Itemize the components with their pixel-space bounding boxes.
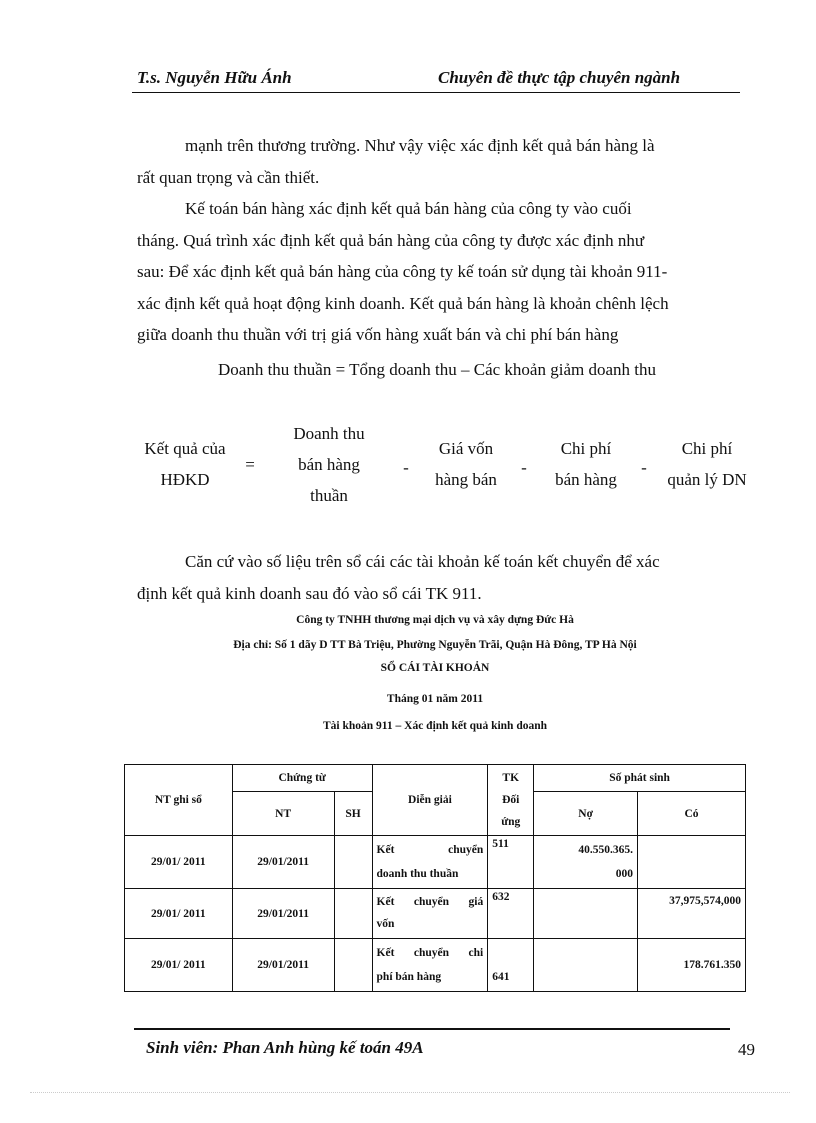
formula-term-admin-line1: Chi phí — [681, 439, 733, 458]
row-debit — [534, 939, 638, 992]
row-credit — [638, 836, 746, 889]
row-description-line1: Kết chuyển giá — [376, 896, 484, 908]
formula-minus-1: - — [403, 458, 409, 477]
row-sh — [334, 836, 372, 889]
formula-lhs-line2: HĐKD — [160, 470, 210, 489]
formula-term-cogs-line2: hàng bán — [435, 470, 497, 489]
row-account: 641 — [488, 939, 534, 992]
formula-term-cogs-line1: Giá vốn — [438, 439, 494, 458]
formula-term-revenue — [270, 418, 388, 511]
para3-line2: định kết quả kinh doanh sau đó vào sổ cái TK 911. — [137, 583, 482, 603]
para1-line1-text: mạnh trên thương trường. Như vậy việc xác định kết quả bán hàng là — [185, 136, 655, 155]
ledger-header-row-1 — [125, 765, 746, 792]
formula-term-selling — [536, 433, 636, 495]
row-sh — [334, 889, 372, 939]
row-description-line1: Kết chuyển chi — [376, 947, 484, 959]
row-debit — [534, 836, 638, 889]
row-date: 29/01/ 2011 — [125, 836, 233, 889]
para2-line2: tháng. Quá trình xác định kết quả bán hàng của công ty được xác định như — [137, 230, 645, 250]
row-debit — [534, 889, 638, 939]
row-date: 29/01/ 2011 — [125, 939, 233, 992]
ledger-title: SỔ CÁI TÀI KHOẢN — [380, 662, 490, 674]
paragraph-1 — [137, 130, 737, 193]
col-tk-line1: TK — [502, 772, 520, 784]
formula-equals: = — [245, 455, 255, 474]
para1-line2: rất quan trọng và cần thiết. — [137, 167, 320, 187]
net-revenue-formula: Doanh thu thuần = Tổng doanh thu – Các khoản giảm doanh thu — [218, 360, 656, 379]
formula-minus-2: - — [521, 458, 527, 477]
row-nt: 29/01/2011 — [232, 939, 334, 992]
row-credit: 178.761.350 — [638, 939, 746, 992]
page-bottom-dotted-rule — [30, 1092, 790, 1093]
col-chung-tu: Chứng từ — [232, 765, 372, 792]
para2-line5: giữa doanh thu thuần với trị giá vốn hàng xuất bán và chi phí bán hàng — [137, 325, 619, 344]
header-title: Chuyên đề thực tập chuyên ngành — [438, 68, 681, 87]
col-dien-giai: Diễn giải — [372, 765, 488, 836]
col-tk-line3: ứng — [501, 816, 521, 828]
col-so-phat-sinh: Số phát sinh — [534, 765, 746, 792]
row-description — [372, 889, 488, 939]
formula-term-admin-line2: quản lý DN — [667, 470, 747, 489]
formula-term-selling-line2: bán hàng — [555, 470, 617, 489]
table-row — [125, 889, 746, 939]
row-description-line2: doanh thu thuần — [376, 868, 459, 880]
para2-line1 — [137, 193, 737, 225]
formula-term-selling-line1: Chi phí — [560, 439, 612, 458]
row-description-line2: phí bán hàng — [376, 971, 442, 983]
para1-line1 — [137, 130, 737, 162]
row-account: 632 — [488, 889, 534, 939]
formula-minus-3: - — [641, 458, 647, 477]
row-nt: 29/01/2011 — [232, 836, 334, 889]
para3-line1 — [137, 546, 737, 578]
col-nt: NT — [232, 792, 334, 836]
page-number: 49 — [738, 1040, 755, 1059]
ledger-account: Tài khoản 911 – Xác định kết quả kinh doanh — [322, 720, 548, 732]
para2-line3: sau: Để xác định kết quả bán hàng của công ty kế toán sử dụng tài khoản 911- — [137, 262, 668, 281]
formula-term-revenue-line3: thuần — [310, 486, 348, 505]
col-tk-doi-ung — [488, 765, 534, 836]
row-description-line1: Kết chuyển — [376, 844, 484, 856]
row-date: 29/01/ 2011 — [125, 889, 233, 939]
para3-line1-text: Căn cứ vào số liệu trên sổ cái các tài khoản kế toán kết chuyển để xác — [185, 552, 660, 571]
ledger-period: Tháng 01 năm 2011 — [386, 693, 484, 705]
col-nt-ghi-so: NT ghi sổ — [125, 765, 233, 836]
row-nt: 29/01/2011 — [232, 889, 334, 939]
header-author: T.s. Nguyễn Hữu Ánh — [137, 68, 292, 87]
col-co: Có — [638, 792, 746, 836]
paragraph-2 — [137, 193, 737, 351]
col-no: Nợ — [534, 792, 638, 836]
col-tk-line2: Đối — [502, 794, 520, 806]
row-credit: 37,975,574,000 — [638, 889, 746, 939]
formula-lhs-line1: Kết quả của — [144, 439, 226, 458]
formula-term-cogs — [418, 433, 514, 495]
row-description — [372, 939, 488, 992]
row-debit-line2: 000 — [615, 868, 634, 880]
ledger-table — [124, 764, 746, 992]
paragraph-3 — [137, 546, 737, 609]
row-debit-line1: 40.550.365. — [578, 844, 634, 856]
footer-student: Sinh viên: Phan Anh hùng kế toán 49A — [146, 1038, 424, 1057]
formula-term-revenue-line1: Doanh thu — [293, 424, 365, 443]
col-sh: SH — [334, 792, 372, 836]
ledger-address: Địa chỉ: Số 1 dãy D TT Bà Triệu, Phường Nguyễn Trãi, Quận Hà Đông, TP Hà Nội — [233, 639, 637, 651]
row-description-line2: vốn — [376, 918, 395, 930]
para2-line4: xác định kết quả hoạt động kinh doanh. Kết quả bán hàng là khoản chênh lệch — [137, 293, 669, 313]
formula-term-revenue-line2: bán hàng — [298, 455, 360, 474]
formula-term-admin — [656, 433, 758, 495]
table-row — [125, 939, 746, 992]
ledger-company: Công ty TNHH thương mại dịch vụ và xây dựng Đức Hà — [296, 614, 574, 626]
footer-divider — [134, 1028, 730, 1030]
formula-lhs — [130, 433, 240, 495]
row-sh — [334, 939, 372, 992]
table-row — [125, 836, 746, 889]
para2-line1-text: Kế toán bán hàng xác định kết quả bán hàng của công ty vào cuối — [185, 199, 632, 218]
row-account: 511 — [488, 836, 534, 889]
row-description — [372, 836, 488, 889]
header-divider — [132, 92, 740, 93]
